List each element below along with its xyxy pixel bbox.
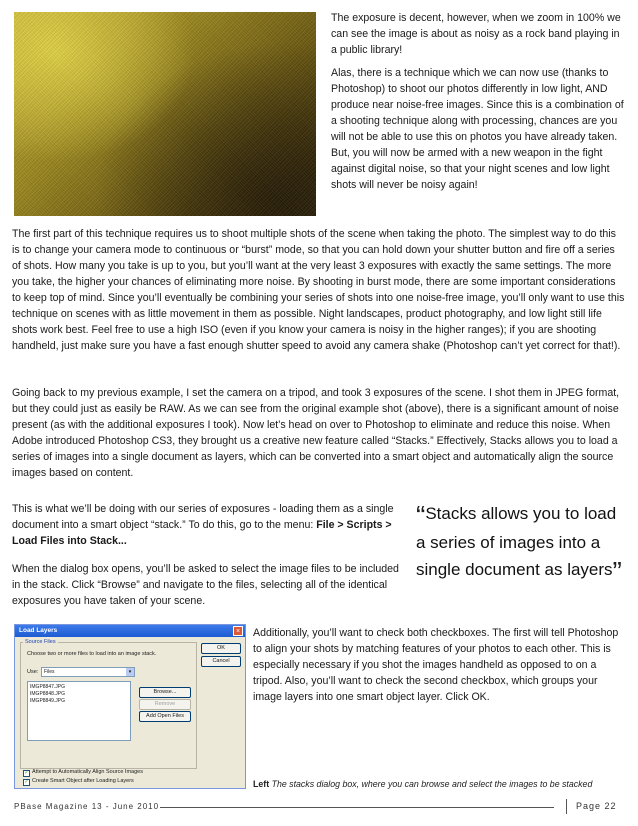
browse-button: Browse... — [139, 687, 191, 698]
page-number: Page 22 — [576, 801, 617, 811]
align-images-label: Attempt to Automatically Align Source Images — [32, 769, 143, 775]
close-quote-mark: ” — [612, 556, 622, 587]
check-icon: ✓ — [24, 770, 29, 776]
file-list — [27, 681, 131, 741]
add-open-files-button: Add Open Files — [139, 711, 191, 722]
ok-button: OK — [201, 643, 241, 654]
paragraph-dialog-browse: When the dialog box opens, you’ll be asked to select the image files to be included in the stack. Click “Browse” and navigate to the files, selecting all of the identical exposures you have taken of your scene. — [12, 563, 399, 607]
footer-magazine-issue: PBase Magazine 13 - June 2010 — [14, 802, 160, 811]
footer-separator — [566, 799, 567, 814]
paragraph-example-exposures: Going back to my previous example, I set the camera on a tripod, and took 3 exposures of the scene. I shot them in JPEG format, but they could just as easily be RAW. As we can see from the original example shot (above), there is a significant amount of noise present (as with the additional exposures I took). Now let’s head on over to Photoshop to eliminate and reduce this noise. When Adobe introduced Photoshop CS3, they brought us a creative new feature called “Stacks.” Effectively, Stacks allows you to load a series of images into a single document as layers, which can be converted into a smart object and automatically align the source images based on content. — [12, 387, 620, 479]
pull-quote — [416, 500, 628, 585]
file-item: IMGP8847.JPG — [30, 684, 66, 690]
caption-label: Left — [253, 779, 270, 789]
dialog-instructions: Choose two or more files to load into an image stack. — [27, 651, 157, 657]
paragraph-burst-mode: The first part of this technique requires us to shoot multiple shots of the scene when taking the photo. The simplest way to do this is to change your camera mode to continuous or “burst” mode, so that you can hold down your shutter button and fire off a series of shots. How many you take is up to you, but you’ll want at the very least 3 exposures with exactly the same settings. The more you take, the higher your chances of eliminating more noise. By shooting in burst mode, there are some important considerations to keep top of mind. Since you’ll eventually be combining your series of shots into one noise-free image, you’ll only want to use this technique on scenes with as little movement in them as possible. Night landscapes, product photography, and low light still life shots work best. Feel free to use a high ISO (even if you know your camera is noisy in the higher ranges); if you are shooting handheld, just make sure you have a fast enough shutter speed to avoid any camera shake (Photoshop can’t yet correct for that!). — [12, 228, 625, 352]
remove-button: Remove — [139, 699, 191, 710]
menu-path: File > Scripts > Load Files into Stack... — [12, 519, 392, 547]
use-select-value: Files — [44, 669, 55, 675]
paragraph-checkboxes: Additionally, you’ll want to check both checkboxes. The first will tell Photoshop to align your shots by matching features of your photos to each other. This is especially necessary if you shot the images handheld as opposed to on a tripod. Also, you’ll want to check the second checkbox, which groups your image layers into one smart object layer. Click OK. — [253, 627, 619, 703]
check-icon: ✓ — [24, 779, 29, 785]
use-select — [41, 667, 135, 677]
source-files-label: Source Files — [25, 639, 56, 645]
file-item: IMGP8849.JPG — [30, 698, 66, 704]
paragraph-stack-menu-text: This is what we’ll be doing with our series of exposures - loading them as a single document into a smart object “stack.” To do this, go to the menu: — [12, 503, 394, 531]
dialog-title: Load Layers — [15, 625, 245, 637]
paragraph-technique-intro: Alas, there is a technique which we can now use (thanks to Photoshop) to shoot our photos differently in low light, AND produce near noise-free images. Since this is a combination of a shooting technique along with processing, chances are you will not be able to use this on photos you have already taken. But, you will now be armed with a new weapon in the fight against digital noise, so that your night scenes and low light shots will never be noisy again! — [331, 67, 624, 191]
noisy-night-photo — [14, 12, 316, 216]
pull-quote-text: Stacks allows you to load a series of images into a single document as layers — [416, 504, 617, 579]
paragraph-stack-menu — [12, 501, 404, 549]
cancel-button: Cancel — [201, 656, 241, 667]
smart-object-label: Create Smart Object after Loading Layers — [32, 778, 134, 784]
align-images-checkbox — [23, 769, 143, 777]
figure-caption — [253, 779, 592, 789]
open-quote-mark: “ — [416, 500, 426, 531]
paragraph-zoom-noise: The exposure is decent, however, when we zoom in 100% we can see the image is about as noisy as a rock band playing in a public library! — [331, 12, 621, 56]
use-label: Use: — [27, 669, 39, 675]
footer-divider-line — [160, 807, 554, 808]
file-item: IMGP8848.JPG — [30, 691, 66, 697]
chevron-down-icon: ▾ — [126, 668, 134, 676]
smart-object-checkbox — [23, 778, 134, 786]
load-layers-dialog-screenshot — [14, 624, 246, 789]
close-icon: × — [233, 626, 243, 636]
caption-text: The stacks dialog box, where you can browse and select the images to be stacked — [269, 779, 593, 789]
